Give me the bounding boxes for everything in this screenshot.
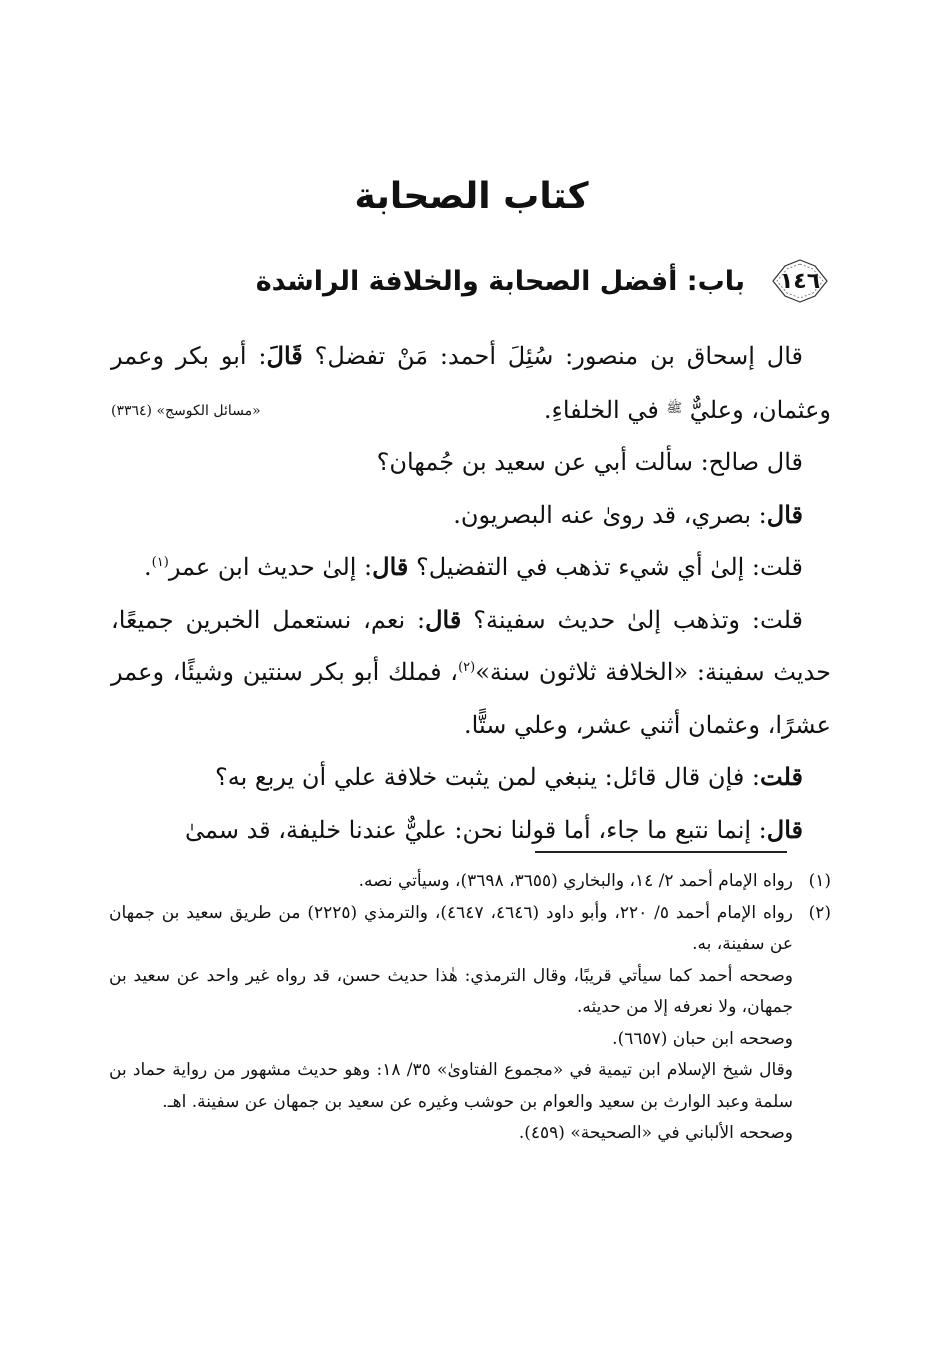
footnote-body [109, 898, 793, 1150]
paragraph-4 [111, 541, 831, 594]
paragraph-2: قال صالح: سألت أبي عن سعيد بن جُمهان؟ [376, 448, 803, 476]
text-run: : إنما نتبع ما جاء، أما قولنا نحن: عليٌّ عندنا خليفة، قد سمىٰ [184, 815, 767, 844]
footnotes [109, 866, 831, 1150]
footnote-marker[interactable]: (٢) [458, 660, 476, 675]
honorific-glyph: ﷺ [666, 400, 683, 416]
paragraph-6 [111, 751, 831, 804]
footnote-line: وصححه ابن حبان (٦٦٥٧). [612, 1028, 793, 1049]
footnote-number: (٢) [808, 902, 831, 923]
text-run: ، فملك أبو بكر سنتين وشيئًا، وعمر عشرًا، وعثمان أثني عشر، وعلي ستًّا. [111, 658, 831, 739]
paragraph-7 [111, 804, 831, 857]
said-label: قال [425, 604, 462, 634]
text-run: قلت: إلىٰ أي شيء تذهب في التفضيل؟ [408, 553, 803, 581]
paragraph-1 [111, 330, 831, 436]
chapter-heading [111, 256, 831, 306]
text-run: : بصري، قد روىٰ عنه البصريون. [453, 500, 767, 529]
paragraph-3 [111, 489, 831, 542]
text-run: : أبو بكر وعمر وعثمان، وعليٌّ [111, 342, 831, 424]
text-run: . [144, 553, 152, 581]
footnote-divider [535, 851, 787, 853]
text-run: : نعم، نستعمل الخبرين جميعًا، حديث سفينة: «الخلافة ثلاثون سنة» [111, 605, 831, 686]
said-label: قَالَ [266, 341, 303, 370]
said-label: قال [766, 814, 803, 844]
footnote-1 [109, 866, 831, 898]
footnote-body [109, 866, 793, 898]
book-title: كتاب الصحابة [354, 176, 589, 217]
chapter-number-badge [769, 258, 831, 304]
text-run: : إلىٰ حديث ابن عمر [168, 553, 373, 581]
footnote-line: وصححه أحمد كما سيأتي قريبًا، وقال الترمذي: هٰذا حديث حسن، قد رواه غير واحد عن سعيد بن جمهان، ولا نعرفه إلا من حديثه. [109, 965, 793, 1017]
text-run: قلت: وتذهب إلىٰ حديث سفينة؟ [461, 605, 803, 634]
text-run: : فإن قال قائل: ينبغي لمن يثبت خلافة علي أن يربع به؟ [215, 763, 761, 791]
footnote-line: وقال شيخ الإسلام ابن تيمية في «مجموع الفتاوىٰ» ٣٥/ ١٨: وهو حديث مشهور من رواية حماد بن سلمة وعبد الوارث بن سعيد والعوام بن حوشب وغيره عن سعيد بن جمهان عن سفينة. اهـ. [109, 1060, 793, 1112]
footnote-line: رواه الإمام أحمد ٢/ ١٤، والبخاري (٣٦٥٥، ٣٦٩٨)، وسيأتي نصه. [358, 871, 793, 891]
said-label: قال [766, 499, 803, 529]
footnote-line: وصححه الألباني في «الصحيحة» (٤٥٩). [518, 1123, 793, 1143]
footnote-number: (١) [808, 871, 831, 891]
footnote-2 [109, 898, 831, 1150]
text-run: في الخلفاءِ. [543, 395, 667, 424]
text-run: قال إسحاق بن منصور: سُئِلَ أحمد: مَنْ تفضل؟ [302, 342, 804, 370]
chapter-title: باب: أفضل الصحابة والخلافة الراشدة [255, 265, 745, 297]
footnote-line: رواه الإمام أحمد ٥/ ٢٢٠، وأبو داود (٤٦٤٦، ٤٦٤٧)، والترمذي (٢٢٢٥) من طريق سعيد بن جمهان عن سفينة، به. [109, 902, 793, 954]
said-label: قال [372, 552, 409, 581]
chapter-number: ١٤٦ [779, 268, 821, 294]
source-reference: «مسائل الكوسج» (٣٣٦٤) [111, 402, 261, 419]
said-label: قلت [760, 762, 803, 791]
paragraph-5 [111, 594, 831, 752]
main-text [111, 330, 831, 856]
footnote-marker[interactable]: (١) [151, 555, 169, 570]
